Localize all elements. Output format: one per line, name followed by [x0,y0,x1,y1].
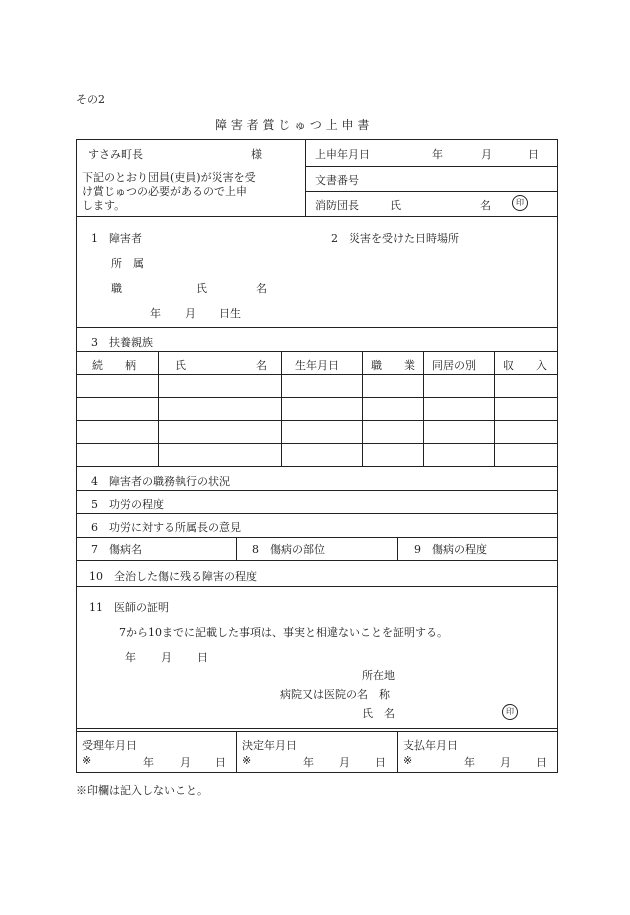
doctor-seal-mark: 印 [502,704,518,720]
col-cohabitation: 同居の別 [432,359,476,372]
section-11-label: 11 医師の証明 [89,601,169,614]
received-date-label: 受理年月日 [82,739,137,752]
received-day: 日 [215,756,226,769]
statement-line-3: します。 [82,199,126,212]
decided-date-label: 決定年月日 [242,739,297,752]
received-mark: ※ [82,754,92,767]
addressee: すさみ町長 [88,148,143,161]
paid-date-label: 支払年月日 [403,739,458,752]
footnote: ※印欄は記入しないこと。 [76,784,208,797]
chief-name-mei: 名 [480,199,491,212]
submission-day: 日 [528,148,539,161]
section-5-label: 5 功労の程度 [91,498,164,511]
affiliation-label: 所 属 [111,257,144,270]
received-year: 年 [143,756,154,769]
decided-mark: ※ [242,754,252,767]
section-3-label: 3 扶養親族 [91,336,153,349]
certification-month: 月 [161,651,172,664]
col-occupation: 職 業 [371,359,415,372]
section-7-label: 7 傷病名 [91,543,142,556]
section-6-label: 6 功労に対する所属長の意見 [91,521,241,534]
paid-year: 年 [464,756,475,769]
statement-line-2: け賞じゅつの必要があるので上申 [82,185,247,198]
section-9-label: 9 傷病の程度 [414,543,487,556]
fire-chief-label: 消防団長 [315,199,359,212]
birth-year: 年 [150,307,161,320]
submission-year: 年 [432,148,443,161]
col-birthdate: 生年月日 [295,359,339,372]
col-name-shi: 氏 [175,359,186,372]
document-number-label: 文書番号 [315,174,359,187]
doctor-name-label: 氏 名 [362,707,395,720]
chief-seal-mark: 印 [512,195,528,211]
col-relationship: 続 柄 [92,359,136,372]
certification-day: 日 [197,651,208,664]
form-number: その2 [76,93,105,106]
certification-text: 7から10までに記載した事項は、事実と相違ないことを証明する。 [119,626,448,639]
section-2-label: 2 災害を受けた日時場所 [331,232,459,245]
hospital-address-label: 所在地 [362,669,395,682]
paid-mark: ※ [403,754,413,767]
injured-name-shi: 氏 [196,282,207,295]
decided-month: 月 [339,756,350,769]
col-income: 収 入 [503,359,547,372]
birth-month: 月 [185,307,196,320]
certification-year: 年 [125,651,136,664]
injured-name-mei: 名 [256,282,267,295]
hospital-name-label: 病院又は医院の名 称 [280,688,390,701]
position-label: 職 [111,282,122,295]
paid-month: 月 [500,756,511,769]
received-month: 月 [180,756,191,769]
submission-date-label: 上申年月日 [315,148,370,161]
statement-line-1: 下記のとおり団員(吏員)が災害を受 [82,171,256,184]
decided-day: 日 [375,756,386,769]
col-name-mei: 名 [256,359,267,372]
section-1-label: 1 障害者 [91,232,142,245]
section-10-label: 10 全治した傷に残る障害の程度 [89,570,257,583]
paid-day: 日 [536,756,547,769]
addressee-honorific: 様 [251,148,262,161]
section-8-label: 8 傷病の部位 [252,543,325,556]
birth-day: 日生 [219,307,241,320]
chief-name-shi: 氏 [390,199,401,212]
form-title: 障 害 者 賞 じ ゅ つ 上 申 書 [215,118,370,132]
submission-month: 月 [481,148,492,161]
decided-year: 年 [303,756,314,769]
section-4-label: 4 障害者の職務執行の状況 [91,475,230,488]
